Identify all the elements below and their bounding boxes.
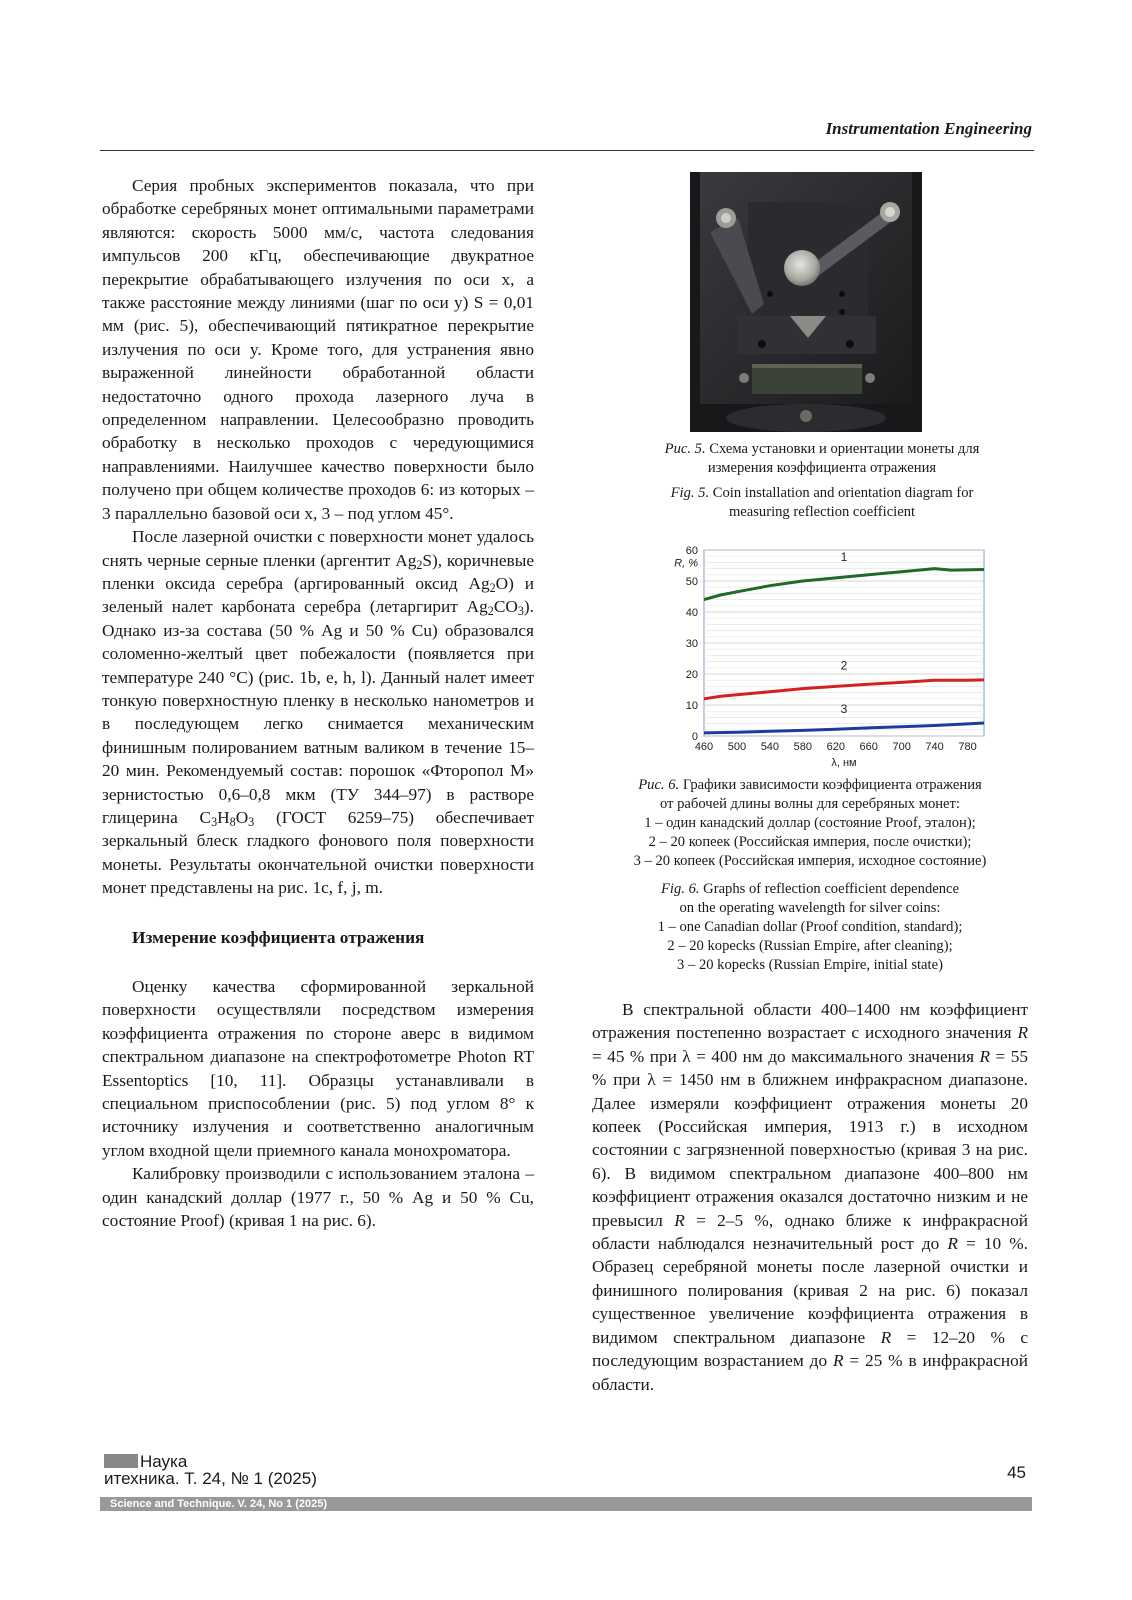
paragraph: В спектральной области 400–1400 нм коэффициент отражения постепенно возрастает с исходного значения R = 45 % при λ = 400 нм до максимального значения R = 55 % при λ = 1450 нм в ближнем инфракрасном диапазоне. Далее измеряли коэффициент отражения монеты 20 копеек (Российская империя, 1913 г.) в исходном состоянии с загрязненной поверхностью (кривая 3 на рис. 6). В видимом спектральном диапазоне 400–800 нм коэффициент отражения оказался достаточно низким и не превысил R = 2–5 %, однако ближе к инфракрасной области наблюдался незначительный рост до R = 10 %. Образец серебряной монеты после лазерной очистки и финишного полирования (кривая 2 на рис. 6) показал существенное увеличение коэффициента отражения в видимом спектральном диапазоне R = 12–20 % с последующим возрастанием до R = 25 % в инфракрасной области. <box>592 1000 1029 1394</box>
paragraph: Серия пробных экспериментов показала, что при обработке серебряных монет оптимальными параметрами являются: скорость 5000 мм/с, частота следования импульсов 200 кГц, обеспечивающие двукратное перекрытие обрабатывающего излучения по оси x, а также расстояние между линиями (шаг по оси y) S = 0,01 мм (рис. 5), обеспечивающий пятикратное перекрытие излучения по оси y. Кроме того, для устранения явно выраженной линейности обработанной области недостаточно одного прохода лазерного луча в определенном направлении. Целесообразно проводить обработку в несколько проходов с чередующимися направлениями. Наилучшее качество поверхности было получено при общем количестве проходов 6: из которых – 3 параллельно базовой оси x, 3 – под углом 45°. <box>102 176 534 523</box>
y-tick-label: 20 <box>685 669 698 681</box>
fig5-caption-ru: Рис. 5. Схема установки и ориентации монеты для измерения коэффициента отражения <box>664 441 980 476</box>
header-rule <box>100 150 1034 151</box>
footer-journal: Наука итехника. Т. 24, № 1 (2025) <box>104 1452 317 1488</box>
y-axis-label: R, % <box>674 557 698 570</box>
fig5-caption-en: Fig. 5. Coin installation and orientation diagram for measuring reflection coefficient <box>670 485 974 520</box>
x-tick-label: 460 <box>694 741 714 753</box>
y-tick-label: 50 <box>685 576 698 588</box>
paragraph: Оценку качества сформированной зеркальной поверхности осуществляли посредством измерения коэффициента отражения по стороне аверс в видимом спектральном диапазоне на спектрофотометре Photon RT Essentoptics [10, 11]. Образцы устанавливали в специальном приспособлении (рис. 5) под углом 8° к источнику излучения и соответственно аналогичным углом входной щели приемного канала монохроматора. <box>102 977 534 1160</box>
x-tick-label: 740 <box>925 741 944 753</box>
paragraph: После лазерной очистки с поверхности монет удалось снять черные серные пленки (аргентит $Ag_2S$), коричневые пленки оксида серебра (аргированный оксид $Ag_2O$) и зеленый налет карбоната серебра (летаргирит $Ag_2CO_3$). Однако из-за состава (50 % Ag и 50 % Cu) образовался соломенно-желтый цвет побежалости (появляется при температуре 240 °С) (рис. 1b, e, h, l). Данный налет имеет тонкую поверхностную пленку в несколько нанометров и в последующем легко снимается механическим финишным полированием ватным валиком в течение 15–20 мин. Рекомендуемый состав: порошок «Фторопол М» зернистостью 0,6–0,8 мкм (ТУ 344–97) в растворе глицерина $C_3H_8O_3$ (ГОСТ 6259–75) обеспечивает зеркальный блеск гладкого фонового поля поверхности монеты. Результаты окончательной очистки поверхности монет представлены на рис. 1c, f, j, m. <box>102 527 534 898</box>
running-head: Instrumentation Engineering <box>825 119 1032 138</box>
series-label-3: 3 <box>840 701 848 716</box>
fig6-caption-en: Fig. 6. Graphs of reflection coefficient dependence on the operating wavelength for silver coins: 1 – one Canadian dollar (Proof condition, standard); 2 – 20 kopecks (Russian Empire, after cleaning); 3 – 20 kopecks (Russian Empire, initial state) <box>657 881 963 973</box>
x-tick-label: 700 <box>892 741 911 753</box>
y-tick-label: 60 <box>685 545 698 557</box>
fig6-chart <box>652 540 992 770</box>
coin-holder-image <box>690 172 922 432</box>
series-label-1: 1 <box>840 549 848 564</box>
page-number: 45 <box>1007 1463 1026 1482</box>
y-tick-label: 40 <box>685 607 698 619</box>
x-axis-label: λ, нм <box>831 757 857 769</box>
x-tick-label: 780 <box>958 741 977 753</box>
x-tick-label: 660 <box>859 741 878 753</box>
y-tick-label: 30 <box>685 638 698 650</box>
left-column <box>102 174 534 1232</box>
y-tick-label: 10 <box>685 700 698 712</box>
x-tick-label: 540 <box>760 741 780 753</box>
paragraph: Калибровку производили с использованием эталона – один канадский доллар (1977 г., 50 % Ag и 50 % Cu, состояние Proof) (кривая 1 на рис. 6). <box>102 1164 534 1231</box>
journal-mark-icon <box>104 1454 138 1468</box>
x-tick-label: 620 <box>826 741 845 753</box>
footer-bar: Science and Technique. V. 24, No 1 (2025) <box>100 1497 1032 1511</box>
fig5-photo <box>690 172 922 432</box>
section-heading: Измерение коэффициента отражения <box>132 927 425 947</box>
right-column <box>592 998 1028 1396</box>
fig6-caption-ru: Рис. 6. Графики зависимости коэффициента отражения от рабочей длины волны для серебряных монет: 1 – один канадский доллар (состояние Proof, эталон); 2 – 20 копеек (Российская империя, после очистки); 3 – 20 копеек (Российская империя, исходное состояние) <box>633 777 987 869</box>
x-tick-label: 580 <box>793 741 813 753</box>
reflection-chart <box>652 540 992 770</box>
y-tick-label: 0 <box>691 731 698 743</box>
x-tick-label: 500 <box>727 741 747 753</box>
series-label-2: 2 <box>840 658 848 673</box>
